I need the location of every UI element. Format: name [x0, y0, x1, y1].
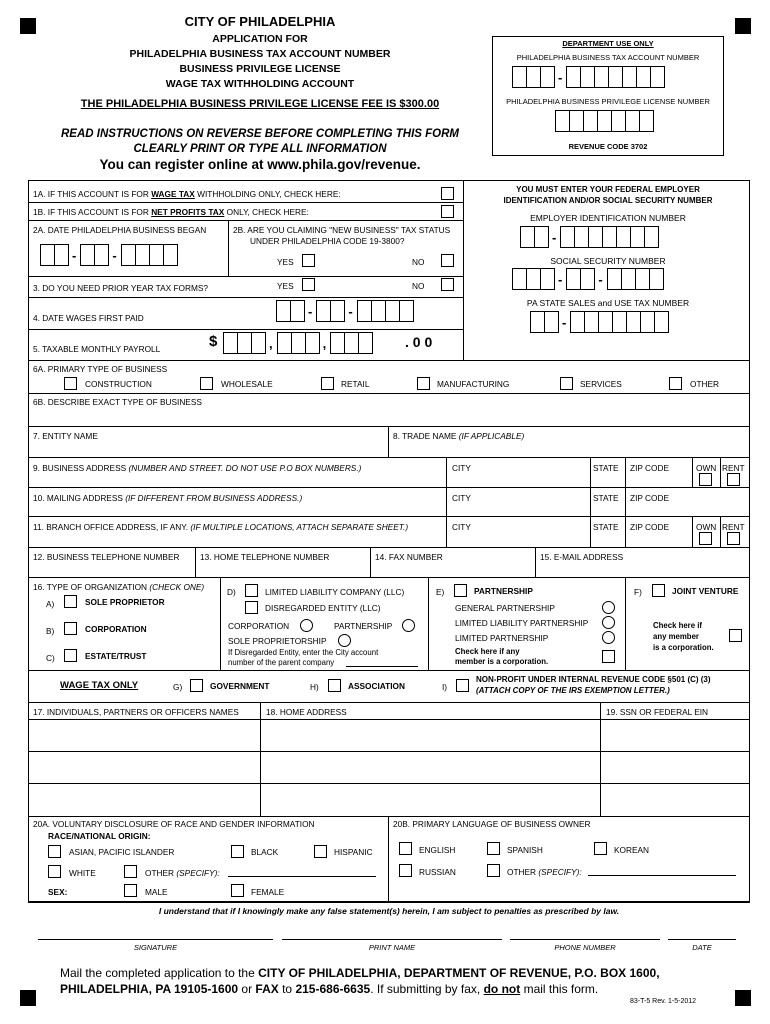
llc-sole-label: SOLE PROPRIETORSHIP [228, 636, 327, 646]
q1b-checkbox[interactable] [441, 205, 454, 218]
q11-label: 11. BRANCH OFFICE ADDRESS, IF ANY. (IF MULTIPLE LOCATIONS, ATTACH SEPARATE SHEET.) [33, 522, 409, 532]
dept-license-boxes [555, 110, 653, 132]
q16-label: 16. TYPE OF ORGANIZATION (CHECK ONE) [33, 582, 205, 592]
corporation-label: CORPORATION [85, 624, 147, 634]
corporation-checkbox[interactable] [64, 622, 77, 635]
fed-title2: IDENTIFICATION AND/OR SOCIAL SECURITY NUMBER [503, 196, 713, 205]
female-checkbox[interactable] [231, 884, 244, 897]
q9-rent: RENT [722, 463, 745, 473]
llp-label: LIMITED LIABILITY PARTNERSHIP [455, 618, 589, 628]
registration-mark-bottom-right [735, 990, 751, 1006]
license-fee: THE PHILADELPHIA BUSINESS PRIVILEGE LICENSE FEE IS $300.00 [80, 98, 440, 110]
q5-label: 5. TAXABLE MONTHLY PAYROLL [33, 344, 161, 354]
q20a-label: 20A. VOLUNTARY DISCLOSURE OF RACE AND GENDER INFORMATION [33, 819, 315, 829]
korean-label: KOREAN [614, 845, 650, 855]
male-checkbox[interactable] [124, 884, 137, 897]
black-label: BLACK [251, 847, 279, 857]
sole-proprietor-checkbox[interactable] [64, 595, 77, 608]
ssn-label: SOCIAL SECURITY NUMBER [550, 256, 666, 266]
signature-label: SIGNATURE [133, 943, 178, 952]
spanish-checkbox[interactable] [487, 842, 500, 855]
q3-no-label: NO [412, 281, 425, 291]
org-a: A) [46, 599, 55, 609]
q2b-yes-label: YES [277, 257, 294, 267]
q6b-label: 6B. DESCRIBE EXACT TYPE OF BUSINESS [33, 397, 202, 407]
llc-checkbox[interactable] [245, 584, 258, 597]
org-i: I) [442, 682, 448, 692]
english-checkbox[interactable] [399, 842, 412, 855]
manufacturing-checkbox[interactable] [417, 377, 430, 390]
q1a-checkbox[interactable] [441, 187, 454, 200]
services-checkbox[interactable] [560, 377, 573, 390]
retail-checkbox[interactable] [321, 377, 334, 390]
ein-label: EMPLOYER IDENTIFICATION NUMBER [530, 213, 686, 223]
government-label: GOVERNMENT [210, 681, 270, 691]
q11-state: STATE [593, 522, 619, 532]
ein-boxes[interactable]: - [520, 226, 658, 248]
llc-label: LIMITED LIABILITY COMPANY (LLC) [265, 587, 405, 597]
q3-no-checkbox[interactable] [441, 278, 454, 291]
q9-rent-checkbox[interactable] [727, 473, 740, 486]
spanish-label: SPANISH [507, 845, 543, 855]
partnership-label: PARTNERSHIP [474, 586, 533, 596]
print-name-label: PRINT NAME [368, 943, 416, 952]
sex-title: SEX: [48, 887, 68, 897]
q2a-label: 2A. DATE PHILADELPHIA BUSINESS BEGAN [33, 225, 207, 235]
joint-venture-checkbox[interactable] [652, 584, 665, 597]
korean-checkbox[interactable] [594, 842, 607, 855]
header-line3: WAGE TAX WITHHOLDING ACCOUNT [165, 78, 355, 90]
org-g: G) [173, 682, 183, 692]
llc-corporation-label: CORPORATION [228, 621, 290, 631]
ssn-boxes[interactable]: - - [512, 268, 663, 290]
q10-zip: ZIP CODE [630, 493, 670, 503]
retail-label: RETAIL [341, 379, 370, 389]
dept-license-label: PHILADELPHIA BUSINESS PRIVILEGE LICENSE NUMBER [506, 97, 710, 106]
application-for: APPLICATION FOR [212, 33, 308, 45]
nonprofit-label1: NON-PROFIT UNDER INTERNAL REVENUE CODE §501 (C) (3) [476, 675, 711, 684]
jv-corp-note1: Check here if [653, 621, 702, 630]
q2b-label2: UNDER PHILADELPHIA CODE 19-3800? [250, 236, 405, 246]
q1a-label: 1A. IF THIS ACCOUNT IS FOR WAGE TAX WITHHOLDING ONLY, CHECK HERE: [33, 189, 341, 199]
date-label: DATE [692, 943, 712, 952]
q2a-date-boxes[interactable]: - - [40, 244, 177, 266]
disregarded-checkbox[interactable] [245, 601, 258, 614]
phone-label: PHONE NUMBER [554, 943, 616, 952]
q13-label: 13. HOME TELEPHONE NUMBER [200, 552, 330, 562]
jv-corp-checkbox[interactable] [729, 629, 742, 642]
q9-own: OWN [696, 463, 717, 473]
q5-dollar: $ [209, 333, 218, 350]
government-checkbox[interactable] [190, 679, 203, 692]
joint-venture-label: JOINT VENTURE [672, 586, 739, 596]
nonprofit-label2: (ATTACH COPY OF THE IRS EXEMPTION LETTER.) [476, 686, 670, 695]
org-b: B) [46, 626, 55, 636]
llc-partnership-radio[interactable] [402, 619, 415, 632]
q10-city: CITY [452, 493, 471, 503]
fed-title1: YOU MUST ENTER YOUR FEDERAL EMPLOYER [516, 185, 700, 194]
other-label: OTHER [690, 379, 720, 389]
hispanic-label: HISPANIC [334, 847, 373, 857]
q9-zip: ZIP CODE [630, 463, 670, 473]
q9-own-checkbox[interactable] [699, 473, 712, 486]
dept-acct-label: PHILADELPHIA BUSINESS TAX ACCOUNT NUMBER [516, 53, 700, 62]
estate-trust-label: ESTATE/TRUST [85, 651, 147, 661]
org-d: D) [227, 587, 236, 597]
lp-radio[interactable] [602, 631, 615, 644]
q3-yes-checkbox[interactable] [302, 278, 315, 291]
q9-state: STATE [593, 463, 619, 473]
q1b-label: 1B. IF THIS ACCOUNT IS FOR NET PROFITS TAX ONLY, CHECK HERE: [33, 207, 309, 217]
q17-label: 17. INDIVIDUALS, PARTNERS OR OFFICERS NAMES [33, 707, 239, 717]
form-revision: 83-T-5 Rev. 1-5-2012 [630, 998, 697, 1005]
q3-label: 3. DO YOU NEED PRIOR YEAR TAX FORMS? [33, 283, 209, 293]
lang-other-checkbox[interactable] [487, 864, 500, 877]
llc-partnership-label: PARTNERSHIP [334, 621, 393, 631]
partnership-checkbox[interactable] [454, 584, 467, 597]
q8-label: 8. TRADE NAME (IF APPLICABLE) [393, 431, 525, 441]
q11-own-checkbox[interactable] [699, 532, 712, 545]
disregarded-note1: If Disregarded Entity, enter the City account [228, 648, 379, 657]
print-name-line[interactable] [282, 939, 502, 940]
q20b-label: 20B. PRIMARY LANGUAGE OF BUSINESS OWNER [393, 819, 591, 829]
q2b-yes-checkbox[interactable] [302, 254, 315, 267]
pa-tax-boxes[interactable]: - [530, 311, 668, 333]
q3-yes-label: YES [277, 281, 294, 291]
dept-use-title: DEPARTMENT USE ONLY [562, 39, 654, 48]
online-register: You can register online at www.phila.gov/revenue. [99, 157, 421, 172]
jv-corp-note2: any member [653, 632, 699, 641]
q11-city: CITY [452, 522, 471, 532]
general-partnership-radio[interactable] [602, 601, 615, 614]
black-checkbox[interactable] [231, 845, 244, 858]
mail-line2: PHILADELPHIA, PA 19105-1600 or FAX to 215-686-6635. If submitting by fax, do not mail this form. [60, 982, 599, 996]
q11-rent-checkbox[interactable] [727, 532, 740, 545]
org-h: H) [310, 682, 319, 692]
estate-trust-checkbox[interactable] [64, 649, 77, 662]
date-line[interactable] [668, 939, 736, 940]
pa-tax-label: PA STATE SALES and USE TAX NUMBER [526, 298, 690, 308]
dept-acct-boxes: - [512, 66, 664, 88]
q9-city: CITY [452, 463, 471, 473]
disregarded-label: DISREGARDED ENTITY (LLC) [265, 603, 381, 613]
q18-label: 18. HOME ADDRESS [266, 707, 347, 717]
header-line1: PHILADELPHIA BUSINESS TAX ACCOUNT NUMBER [129, 48, 391, 60]
white-checkbox[interactable] [48, 865, 61, 878]
q10-state: STATE [593, 493, 619, 503]
q11-own: OWN [696, 522, 717, 532]
revenue-code: REVENUE CODE 3702 [568, 142, 648, 151]
q14-label: 14. FAX NUMBER [375, 552, 443, 562]
registration-mark-top-right [735, 18, 751, 34]
q9-label: 9. BUSINESS ADDRESS (NUMBER AND STREET. DO NOT USE P.O BOX NUMBERS.) [33, 463, 362, 473]
wholesale-label: WHOLESALE [221, 379, 273, 389]
q12-label: 12. BUSINESS TELEPHONE NUMBER [33, 552, 180, 562]
construction-label: CONSTRUCTION [85, 379, 152, 389]
org-c: C) [46, 653, 55, 663]
association-checkbox[interactable] [328, 679, 341, 692]
partnership-corp-note2: member is a corporation. [455, 657, 549, 666]
hispanic-checkbox[interactable] [314, 845, 327, 858]
org-f: F) [634, 587, 642, 597]
male-label: MALE [145, 887, 168, 897]
other-checkbox[interactable] [669, 377, 682, 390]
phone-line[interactable] [510, 939, 660, 940]
q11-rent: RENT [722, 522, 745, 532]
city-title: CITY OF PHILADELPHIA [184, 14, 336, 29]
asian-checkbox[interactable] [48, 845, 61, 858]
q10-label: 10. MAILING ADDRESS (IF DIFFERENT FROM BUSINESS ADDRESS.) [33, 493, 303, 503]
declaration: I understand that if I knowingly make any false statement(s) herein, I am subject to penalties as prescribed by law. [158, 906, 620, 916]
instructions-line2: CLEARLY PRINT OR TYPE ALL INFORMATION [133, 143, 387, 155]
sole-proprietor-label: SOLE PROPRIETOR [85, 597, 165, 607]
mail-line1: Mail the completed application to the CITY OF PHILADELPHIA, DEPARTMENT OF REVENUE, P.O. BOX 1600, [60, 966, 660, 980]
female-label: FEMALE [251, 887, 285, 897]
services-label: SERVICES [580, 379, 622, 389]
disregarded-note2: number of the parent company [228, 658, 335, 667]
white-label: WHITE [69, 868, 96, 878]
manufacturing-label: MANUFACTURING [437, 379, 510, 389]
race-other-label: OTHER (SPECIFY): [145, 868, 220, 878]
english-label: ENGLISH [419, 845, 456, 855]
q2b-no-label: NO [412, 257, 425, 267]
org-e: E) [436, 587, 445, 597]
general-partnership-label: GENERAL PARTNERSHIP [455, 603, 555, 613]
q5-payroll-boxes[interactable]: , , [223, 332, 372, 354]
wholesale-checkbox[interactable] [200, 377, 213, 390]
lp-label: LIMITED PARTNERSHIP [455, 633, 549, 643]
nonprofit-checkbox[interactable] [456, 679, 469, 692]
registration-mark-bottom-left [20, 990, 36, 1006]
race-other-checkbox[interactable] [124, 865, 137, 878]
race-title: RACE/NATIONAL ORIGIN: [48, 831, 151, 841]
association-label: ASSOCIATION [348, 681, 406, 691]
q2b-no-checkbox[interactable] [441, 254, 454, 267]
q4-date-boxes[interactable]: - - [276, 300, 413, 322]
registration-mark-top-left [20, 18, 36, 34]
llc-sole-radio[interactable] [338, 634, 351, 647]
lang-other-label: OTHER (SPECIFY): [507, 867, 582, 877]
russian-checkbox[interactable] [399, 864, 412, 877]
q4-label: 4. DATE WAGES FIRST PAID [33, 313, 144, 323]
q6a-label: 6A. PRIMARY TYPE OF BUSINESS [33, 364, 168, 374]
asian-label: ASIAN, PACIFIC ISLANDER [69, 847, 175, 857]
q11-zip: ZIP CODE [630, 522, 670, 532]
partnership-corp-checkbox[interactable] [602, 650, 615, 663]
q2b-label1: 2B. ARE YOU CLAIMING "NEW BUSINESS" TAX STATUS [233, 225, 451, 235]
q19-label: 19. SSN OR FEDERAL EIN [606, 707, 709, 717]
q15-label: 15. E-MAIL ADDRESS [540, 552, 624, 562]
q5-cents: . 0 0 [405, 334, 433, 350]
header-line2: BUSINESS PRIVILEGE LICENSE [179, 63, 341, 75]
llc-corporation-radio[interactable] [300, 619, 313, 632]
construction-checkbox[interactable] [64, 377, 77, 390]
llp-radio[interactable] [602, 616, 615, 629]
jv-corp-note3: is a corporation. [653, 643, 714, 652]
signature-line[interactable] [38, 939, 273, 940]
partnership-corp-note1: Check here if any [455, 647, 520, 656]
russian-label: RUSSIAN [419, 867, 456, 877]
instructions-line1: READ INSTRUCTIONS ON REVERSE BEFORE COMPLETING THIS FORM [60, 128, 460, 140]
wage-tax-only: WAGE TAX ONLY [60, 680, 139, 691]
q7-label: 7. ENTITY NAME [33, 431, 98, 441]
